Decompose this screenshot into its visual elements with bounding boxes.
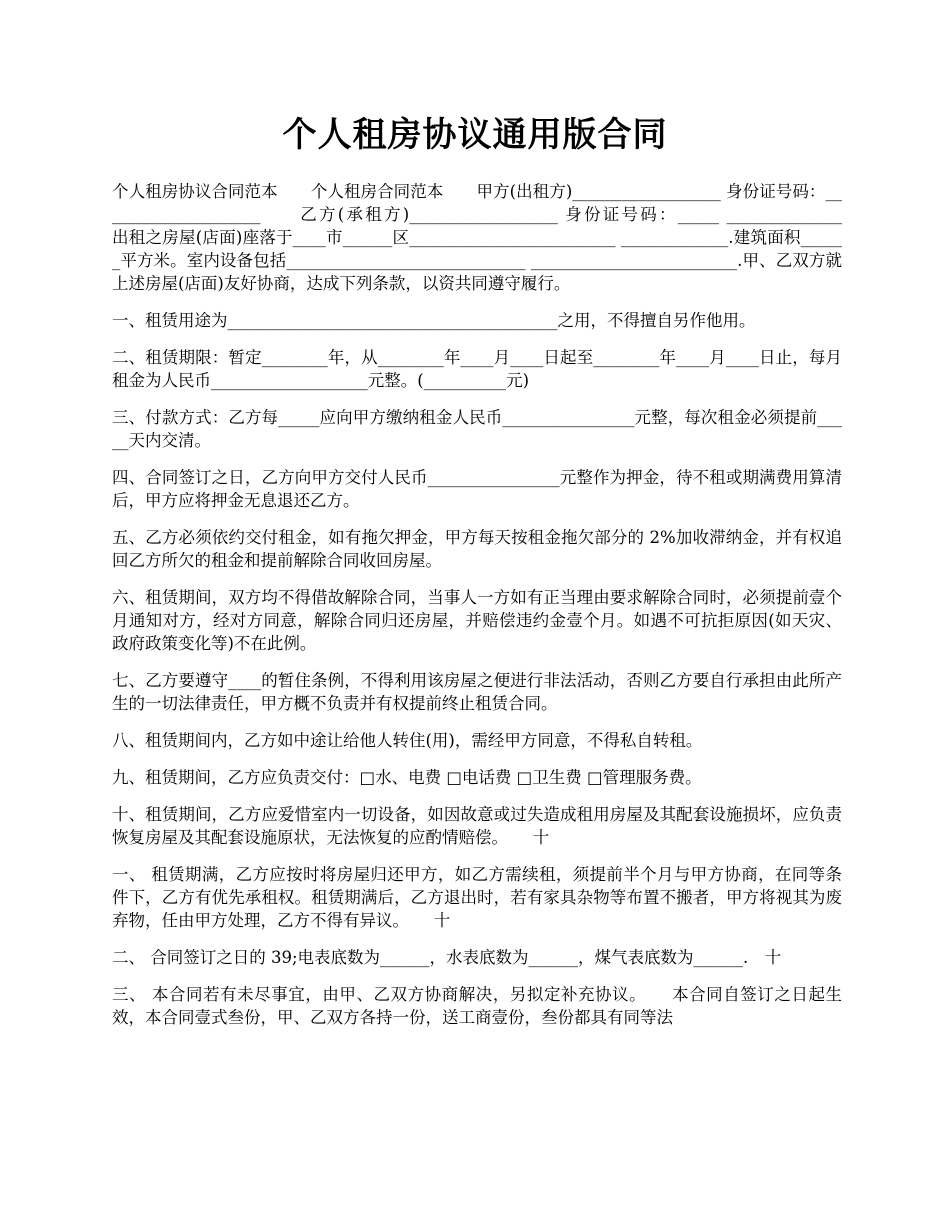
- clause-1-usage: 一、租赁用途为________________________________________之用，不得擅自另作他用。: [112, 311, 756, 330]
- clause-7-regulations: 七、乙方要遵守____的暂住条例，不得利用该房屋之便进行非法活动，否则乙方要自行承担由此所产生的一切法律责任，甲方概不负责并有权提前终止租赁合同。: [112, 671, 842, 713]
- intro-paragraph: 个人租房协议合同范本 个人租房合同范本 甲方(出租方)__________________ 身份证号码：____________________ 乙方(承租方)__________________ 身份证号码：_____ ______________ 出租之房屋(店面)座落于____市______区_________________________ _____________.建筑面积______平方米。室内设备包括_____________________________ _________________________.甲、乙双方就上述房屋(店面)友好协商，达成下列条款，以资共同遵守履行。: [112, 182, 875, 293]
- clause-2-term: 二、租赁期限：暂定________年，从________年____月____日起至________年____月____日止，每月租金为人民币___________________元整。(__________元): [112, 348, 842, 390]
- clause-5-late-fee: 五、乙方必须依约交付租金，如有拖欠押金，甲方每天按租金拖欠部分的 2%加收滞纳金，并有权追回乙方所欠的租金和提前解除合同收回房屋。: [112, 528, 842, 570]
- clause-13-supplement: 三、 本合同若有未尽事宜，由甲、乙双方协商解决，另拟定补充协议。 本合同自签订之日起生效，本合同壹式叁份，甲、乙双方各持一份，送工商壹份，叁份都具有同等法: [112, 985, 842, 1027]
- clause-9-fees: 九、租赁期间，乙方应负责交付：□水、电费 □电话费 □卫生费 □管理服务费。: [112, 768, 702, 787]
- document-title: 个人租房协议通用版合同: [282, 115, 668, 155]
- clause-10-equipment: 十、租赁期间，乙方应爱惜室内一切设备，如因故意或过失造成租用房屋及其配套设施损坏，应负责恢复房屋及其配套设施原状，无法恢复的应酌情赔偿。 十: [112, 805, 842, 847]
- clause-12-meters: 二、 合同签订之日的 39;电表底数为______，水表底数为______，煤气表底数为______. 十: [112, 948, 782, 967]
- clause-8-sublease: 八、租赁期间内，乙方如中途让给他人转住(用)，需经甲方同意，不得私自转租。: [112, 731, 703, 750]
- document-body: [112, 180, 875, 1043]
- clause-6-termination: 六、租赁期间，双方均不得借故解除合同，当事人一方如有正当理由要求解除合同时，必须提前壹个月通知对方，经对方同意，解除合同归还房屋，并赔偿违约金壹个月。如遇不可抗拒原因(如天灾、政府政策变化等)不在此例。: [112, 588, 842, 653]
- clause-3-payment: 三、付款方式：乙方每_____应向甲方缴纳租金人民币________________元整，每次租金必须提前_____天内交清。: [112, 408, 842, 450]
- clause-11-expiry: 一、 租赁期满，乙方应按时将房屋归还甲方，如乙方需续租，须提前半个月与甲方协商，在同等条件下，乙方有优先承租权。租赁期满后，乙方退出时，若有家具杂物等布置不搬者，甲方将视其为废弃物，任由甲方处理，乙方不得有异议。 十: [112, 865, 842, 930]
- clause-4-deposit: 四、合同签订之日，乙方向甲方交付人民币________________元整作为押金，待不租或期满费用算清后，甲方应将押金无息退还乙方。: [112, 468, 842, 510]
